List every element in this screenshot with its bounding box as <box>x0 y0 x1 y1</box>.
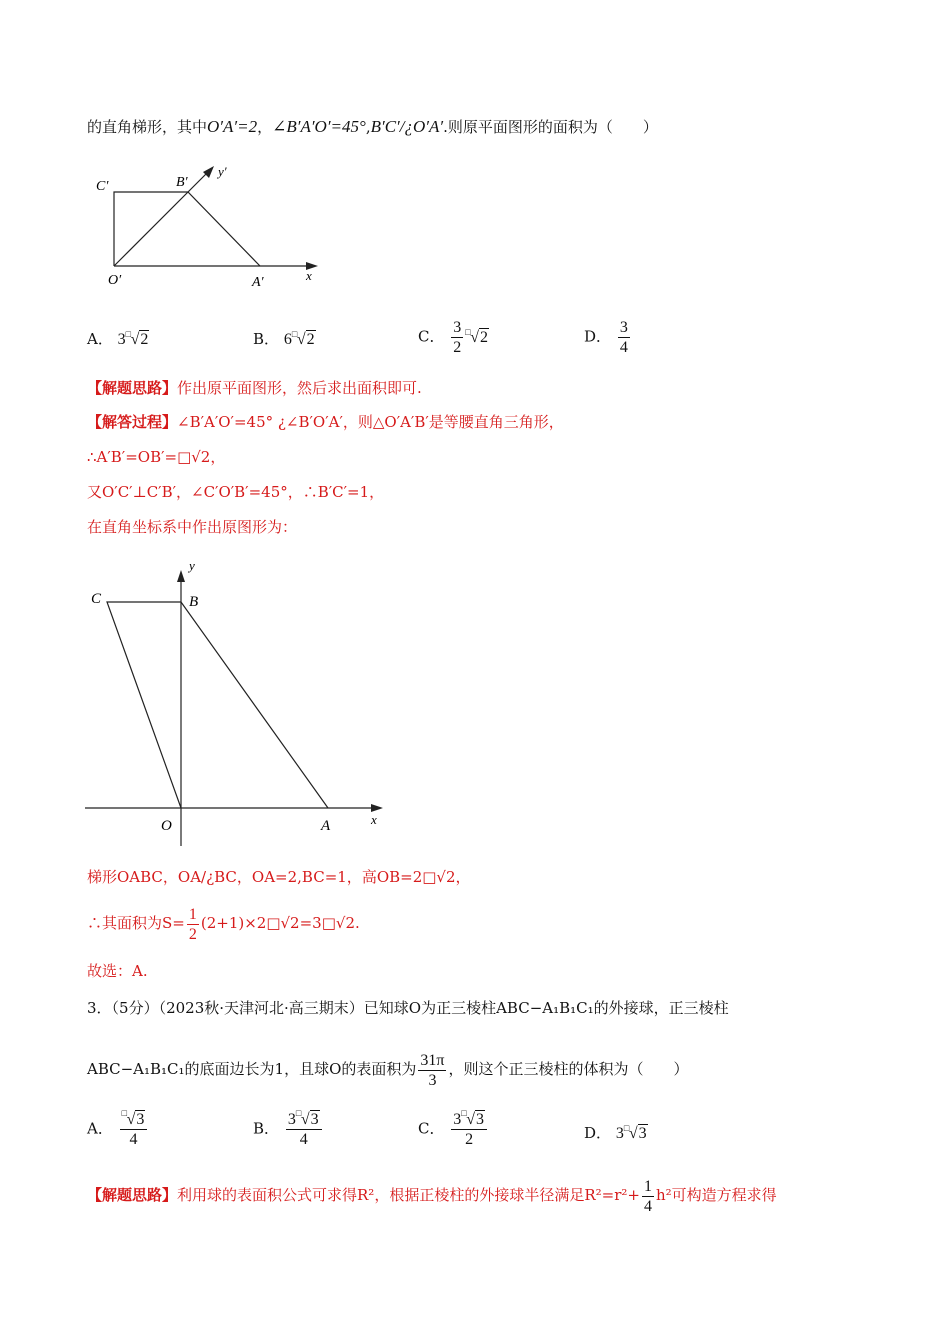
num-coef: 3 <box>287 1111 296 1128</box>
y-axis-prime <box>114 170 210 266</box>
q3-option-c[interactable] <box>418 1110 489 1149</box>
fraction <box>187 905 199 944</box>
fraction <box>451 318 463 357</box>
root-index: □ <box>121 1108 128 1118</box>
q3-idea <box>87 1176 777 1216</box>
label-b-prime: B′ <box>176 175 188 190</box>
frac-den: 3 <box>428 1071 437 1089</box>
label-a-prime: A′ <box>252 275 264 290</box>
q2-option-d[interactable] <box>584 318 632 357</box>
frac-num <box>286 1110 322 1130</box>
label-o-prime: O′ <box>108 273 122 288</box>
option-letter: D． <box>584 1124 612 1142</box>
frac-num: 1 <box>643 1177 652 1195</box>
q3-line2 <box>87 1050 689 1090</box>
radical: □ √3 <box>296 1110 320 1129</box>
label-a: A <box>321 818 331 834</box>
label-c-prime: C′ <box>96 179 109 194</box>
result-text: 梯形OABC，OA/¿BC，OA=2,BC=1，高OB=2□√2， <box>87 868 471 886</box>
result-text: (2+1)×2□√2=3□√2. <box>200 914 360 932</box>
radical: □ √2 <box>465 327 489 349</box>
frac-den: 4 <box>299 1131 308 1148</box>
original-figure <box>85 558 395 848</box>
q2-result-line1 <box>87 866 471 888</box>
option-letter: B． <box>253 1119 280 1138</box>
process-label: 【解答过程】 <box>87 413 178 431</box>
root-index: □ <box>125 329 132 339</box>
radicand: 3 <box>638 1125 647 1142</box>
q2-option-c[interactable] <box>418 318 489 357</box>
root-index: □ <box>461 1108 467 1118</box>
trapezoid-prime <box>114 192 260 266</box>
idea-text: 作出原平面图形，然后求出面积即可. <box>177 379 422 397</box>
process-text: 又O′C′⊥C′B′，∠C′O′B′=45°，∴B′C′=1， <box>87 483 385 501</box>
radical: □ √3 <box>624 1123 648 1145</box>
q2-intro-angle: ∠B′A′O′=45° <box>272 117 366 136</box>
radical: □ √3 <box>122 1110 146 1129</box>
radicand: 2 <box>140 331 149 348</box>
q2-intro-parallel: B′C′/¿O′A′ <box>370 117 444 136</box>
root-index: □ <box>465 326 471 337</box>
q2-intro-line: 的直角梯形，其中O′A′=2，∠B′A′O′=45°,B′C′/¿O′A′.则原平面图形的面积为（ ） <box>87 117 658 136</box>
q2-option-b[interactable] <box>253 328 316 351</box>
frac-num: 3 <box>619 319 628 336</box>
frac-den: 4 <box>643 1197 652 1215</box>
fraction <box>120 1110 148 1149</box>
fraction <box>451 1110 487 1149</box>
oblique-figure <box>96 158 330 293</box>
frac-den: 2 <box>453 339 462 356</box>
label-x: x <box>306 268 312 283</box>
y-axis-arrow <box>203 166 214 178</box>
frac-den: 2 <box>465 1131 474 1148</box>
root-index: □ <box>291 329 298 339</box>
option-letter: A． <box>87 1119 113 1138</box>
q2-intro-question: .则原平面图形的面积为（ ） <box>443 118 658 136</box>
idea-label: 【解题思路】 <box>87 379 178 397</box>
radicand: 2 <box>480 328 489 346</box>
result-text: ∴其面积为S= <box>87 914 185 932</box>
fraction <box>642 1177 654 1216</box>
q2-process-line1 <box>87 411 564 433</box>
option-coef: 3 <box>615 1125 624 1142</box>
process-text: ∠B′A′O′=45° ¿∠B′O′A′，则△O′A′B′是等腰直角三角形， <box>177 413 564 431</box>
option-coef: 6 <box>283 331 292 348</box>
q3-text: ，则这个正三棱柱的体积为（ ） <box>448 1060 689 1078</box>
label-y-prime: y′ <box>218 164 227 179</box>
option-letter: B． <box>253 330 280 348</box>
q2-idea <box>87 377 422 399</box>
frac-den: 4 <box>129 1131 138 1148</box>
frac-den: 4 <box>619 339 628 356</box>
q3-line1 <box>87 997 729 1019</box>
idea-text: h²可构造方程求得 <box>655 1186 777 1204</box>
radical: □ √2 <box>126 329 150 351</box>
idea-label: 【解题思路】 <box>87 1186 178 1204</box>
radical: □ √2 <box>292 329 316 351</box>
option-letter: C． <box>418 327 445 346</box>
q2-intro-oa: O′A′=2 <box>207 117 258 136</box>
option-letter: C． <box>418 1119 445 1138</box>
q2-option-a[interactable] <box>87 328 149 351</box>
answer-text: 故选：A. <box>87 962 148 980</box>
label-o: O <box>161 818 172 834</box>
radicand: 3 <box>136 1111 145 1128</box>
q3-text: ABC−A₁B₁C₁的底面边长为1，且球O的表面积为 <box>87 1060 417 1078</box>
radicand: 2 <box>306 331 315 348</box>
q2-process-line4 <box>87 516 297 538</box>
option-letter: D． <box>584 327 612 346</box>
q2-answer <box>87 960 148 982</box>
fraction <box>618 318 630 357</box>
q3-text: 3．（5分）（2023秋·天津河北·高三期末）已知球O为正三棱柱ABC−A₁B₁C₁的外接球，正三棱柱 <box>87 999 729 1017</box>
q2-intro-sep: ， <box>257 118 273 136</box>
q2-result-line2 <box>87 904 360 944</box>
label-y: y <box>189 558 195 573</box>
radical: □ √3 <box>461 1110 485 1129</box>
root-index: □ <box>295 1108 302 1118</box>
q2-process-line3 <box>87 481 384 503</box>
option-coef: 3 <box>117 331 126 348</box>
fraction <box>418 1051 446 1090</box>
radicand: 3 <box>476 1111 485 1128</box>
frac-num: 3 <box>453 319 462 336</box>
label-b: B <box>189 594 199 610</box>
q2-intro-text: 的直角梯形，其中 <box>87 118 208 136</box>
trapezoid-oabc <box>107 602 328 808</box>
q3-option-a[interactable] <box>87 1110 149 1149</box>
radicand: 3 <box>310 1111 319 1128</box>
q3-option-d[interactable] <box>584 1122 648 1145</box>
idea-text: 利用球的表面积公式可求得R²，根据正棱柱的外接球半径满足R²=r²+ <box>177 1186 640 1204</box>
process-text: ∴A′B′=OB′=□√2， <box>87 448 226 466</box>
x-axis-arrow <box>371 804 383 812</box>
q2-process-line2 <box>87 446 225 468</box>
frac-num <box>120 1110 148 1130</box>
root-index: □ <box>623 1123 630 1133</box>
label-c: C <box>91 591 102 607</box>
frac-den: 2 <box>188 925 197 943</box>
frac-num: 31π <box>420 1051 445 1069</box>
num-coef: 3 <box>453 1111 462 1128</box>
q3-option-b[interactable] <box>253 1110 324 1149</box>
label-x: x <box>371 812 377 827</box>
frac-num <box>451 1110 487 1130</box>
y-axis-arrow <box>177 570 185 582</box>
process-text: 在直角坐标系中作出原图形为： <box>87 518 298 536</box>
fraction <box>286 1110 322 1149</box>
option-letter: A． <box>87 330 113 348</box>
frac-num: 1 <box>188 905 197 923</box>
